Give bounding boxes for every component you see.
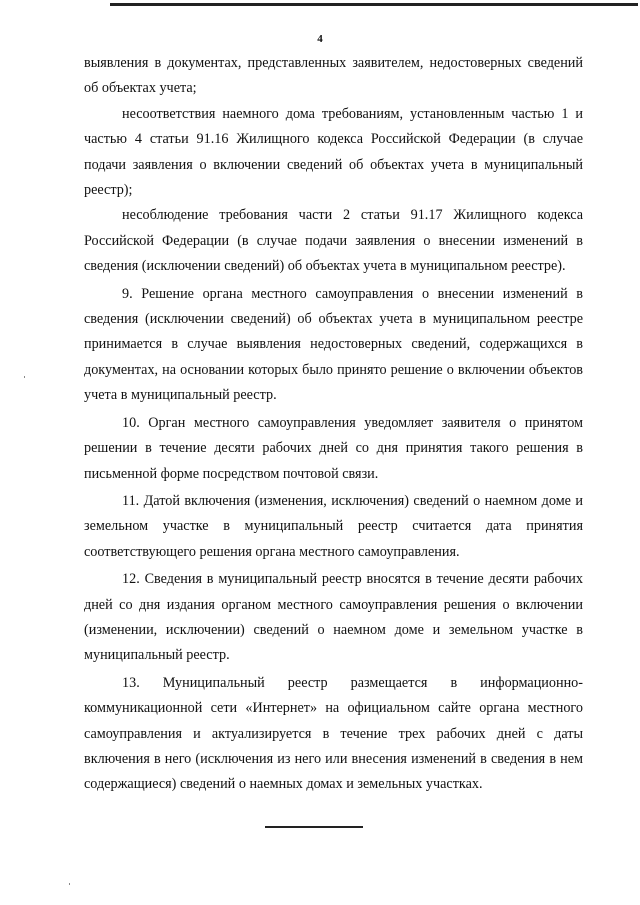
document-body (84, 51, 583, 798)
top-border-line (110, 3, 638, 6)
paragraph-item-11: 11. Датой включения (изменения, исключения) сведений о наемном доме и земельном участке в муниципальный реестр считается дата принятия соответствующего решения органа местного самоуправления. (84, 492, 583, 560)
paragraph-item-13: 13. Муниципальный реестр размещается в информационно-коммуникационной сети «Интернет» на официальном сайте органа местного самоуправления и актуализируется в течение трех рабочих дней с даты включения в него (исключения из него или внесения изменений в сведения в нем содержащиеся) сведений о наемных домах и земельных участках. (84, 674, 583, 793)
end-of-document-rule (265, 826, 363, 828)
paragraph-item-9: 9. Решение органа местного самоуправления о внесении изменений в сведения (исключении сведений) об объектах учета в муниципальном реестре принимается в случае выявления недостоверных сведений, содержащихся в документах, на основании которых было принято решение о включении объектов учета в муниципальный реестр. (84, 285, 583, 404)
paragraph-item-10: 10. Орган местного самоуправления уведомляет заявителя о принятом решении в течение десяти рабочих дней со дня принятия такого решения в письменной форме посредством почтовой связи. (84, 414, 583, 482)
paragraph-continuation: выявления в документах, представленных заявителем, недостоверных сведений об объектах учета; (84, 55, 583, 97)
paragraph-nonconformity: несоответствия наемного дома требованиям, установленным частью 1 и частью 4 статьи 91.16 Жилищного кодекса Российской Федерации (в случае подачи заявления о включении сведений об объектах учета в муниципальный реестр); (84, 105, 583, 199)
scan-speck (69, 883, 70, 885)
paragraph-noncompliance: несоблюдение требования части 2 статьи 91.17 Жилищного кодекса Российской Федерации (в случае подачи заявления о внесении изменений в сведения (исключении сведений) об объектах учета в муниципальном реестре). (84, 207, 583, 275)
page-number: 4 (317, 33, 323, 45)
paragraph-item-12: 12. Сведения в муниципальный реестр вносятся в течение десяти рабочих дней со дня издания органом местного самоуправления решения о включении (изменении, исключении) сведений о наемном доме и земельном участке в муниципальный реестр. (84, 571, 583, 664)
scan-speck (24, 376, 25, 378)
